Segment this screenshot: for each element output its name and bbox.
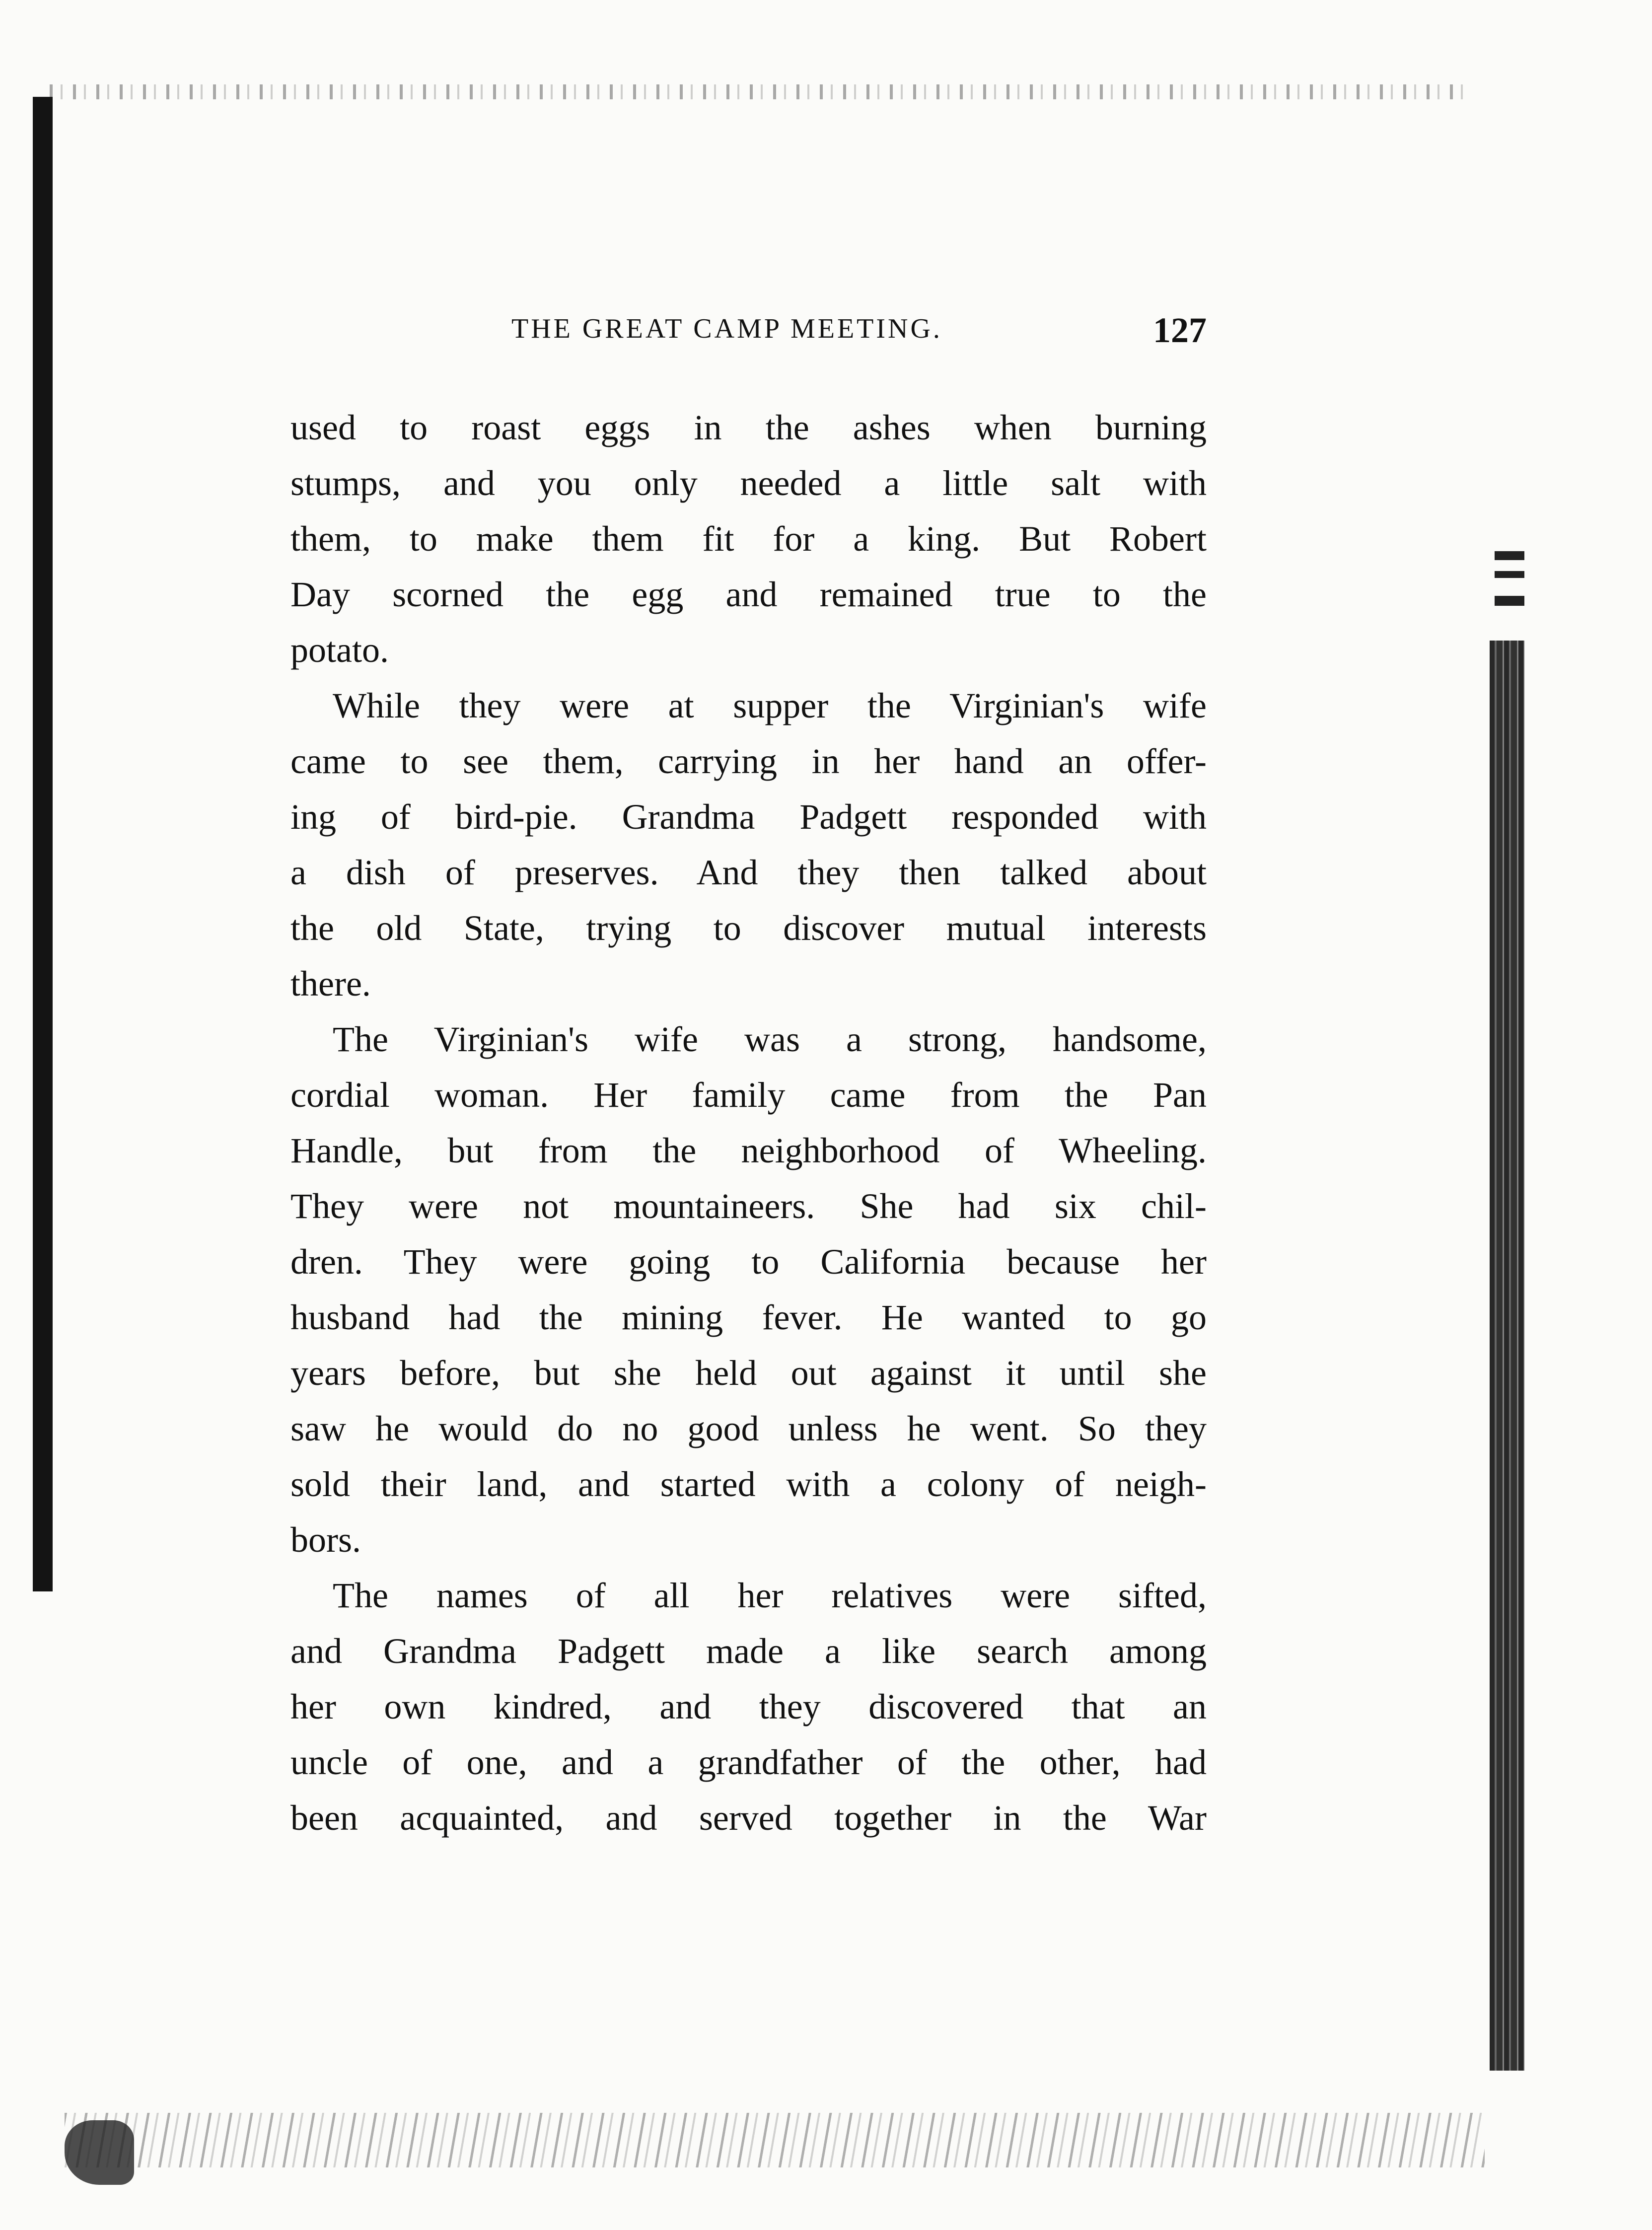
running-head: THE GREAT CAMP MEETING. <box>511 313 942 344</box>
text-line: husband had the mining fever. He wanted to go <box>290 1297 1207 1337</box>
text-line: there. <box>290 964 371 1004</box>
text-line: bors. <box>290 1520 361 1560</box>
text-line: Day scorned the egg and remained true to the <box>290 575 1207 614</box>
text-line: been acquainted, and served together in the War <box>290 1798 1207 1838</box>
text-line: potato. <box>290 630 389 670</box>
text-line: dren. They were going to California because her <box>290 1242 1207 1282</box>
text-line: saw he would do no good unless he went. So they <box>290 1409 1207 1448</box>
text-line: uncle of one, and a grandfather of the other, had <box>290 1742 1207 1782</box>
text-line: used to roast eggs in the ashes when burning <box>290 408 1207 447</box>
body-text <box>290 400 1207 1846</box>
text-line: stumps, and you only needed a little salt with <box>290 463 1207 503</box>
text-line: them, to make them fit for a king. But Robert <box>290 519 1207 559</box>
text-line: sold their land, and started with a colony of neigh- <box>290 1464 1207 1504</box>
scan-edge-mark <box>1495 571 1524 578</box>
text-line: They were not mountaineers. She had six chil- <box>290 1186 1207 1226</box>
scan-right-edge-shadow <box>1490 641 1524 2071</box>
scan-edge-mark <box>1495 596 1524 606</box>
scan-bottom-edge-noise <box>65 2113 1485 2167</box>
text-line: Handle, but from the neighborhood of Wheeling. <box>290 1131 1207 1170</box>
text-line: ing of bird-pie. Grandma Padgett responded with <box>290 797 1207 837</box>
scan-edge-mark <box>1495 551 1524 560</box>
scan-left-binding-shadow <box>33 97 53 1591</box>
page-header <box>290 308 1207 353</box>
scan-bottom-smudge <box>65 2120 134 2185</box>
text-line: years before, but she held out against it until she <box>290 1353 1207 1393</box>
text-line: the old State, trying to discover mutual interests <box>290 908 1207 948</box>
text-line: and Grandma Padgett made a like search among <box>290 1631 1207 1671</box>
text-line: The Virginian's wife was a strong, handsome, <box>333 1019 1207 1059</box>
text-line: cordial woman. Her family came from the Pan <box>290 1075 1207 1115</box>
text-line: came to see them, carrying in her hand an offer- <box>290 741 1207 781</box>
text-line: While they were at supper the Virginian's wife <box>333 686 1207 725</box>
text-line: her own kindred, and they discovered that an <box>290 1687 1207 1726</box>
page-number: 127 <box>1153 310 1207 350</box>
text-line: The names of all her relatives were sifted, <box>333 1576 1207 1615</box>
text-line: a dish of preserves. And they then talked about <box>290 853 1207 892</box>
scan-top-edge-noise <box>50 84 1470 99</box>
